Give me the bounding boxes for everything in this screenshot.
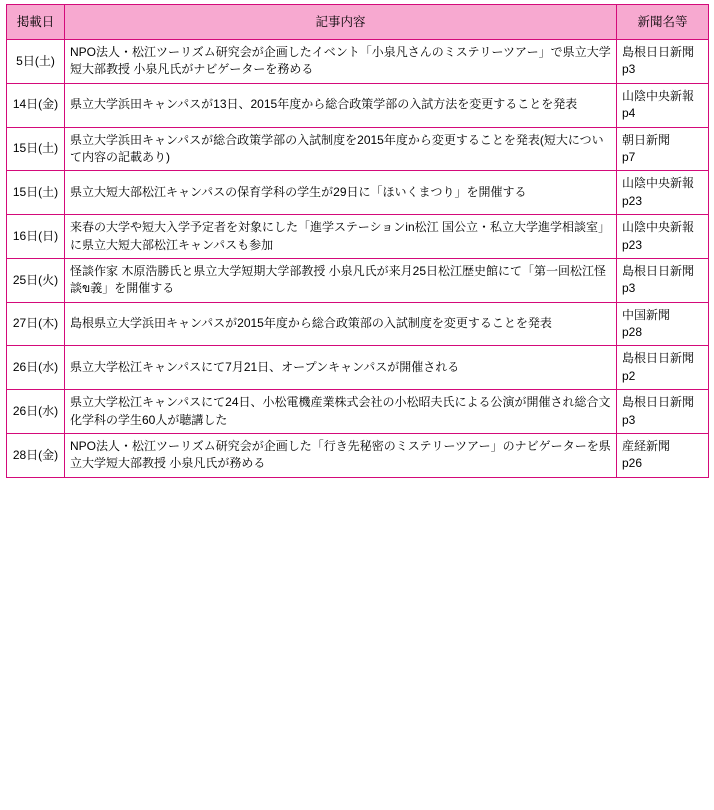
column-header-paper: 新聞名等 <box>617 5 709 40</box>
cell-date: 27日(木) <box>7 302 65 346</box>
paper-page: p23 <box>622 193 643 208</box>
cell-paper <box>617 83 709 127</box>
table-row <box>7 215 709 259</box>
cell-paper <box>617 302 709 346</box>
table-header <box>7 5 709 40</box>
article-table <box>6 4 709 478</box>
paper-name: 中国新聞 <box>622 307 671 322</box>
table-row <box>7 40 709 84</box>
cell-date: 25日(火) <box>7 258 65 302</box>
paper-page: p7 <box>622 149 636 164</box>
cell-content: 県立大学浜田キャンパスが13日、2015年度から総合政策学部の入試方法を変更することを発表 <box>65 83 617 127</box>
table-row <box>7 171 709 215</box>
cell-paper <box>617 258 709 302</box>
cell-paper <box>617 171 709 215</box>
cell-paper <box>617 346 709 390</box>
cell-paper <box>617 390 709 434</box>
cell-paper <box>617 434 709 478</box>
paper-page: p28 <box>622 325 643 340</box>
paper-page: p2 <box>622 368 636 383</box>
cell-paper <box>617 215 709 259</box>
table-row <box>7 127 709 171</box>
table-row <box>7 346 709 390</box>
table-row <box>7 83 709 127</box>
cell-content: NPO法人・松江ツーリズム研究会が企画した「行き先秘密のミステリーツアー」のナビゲーターを県立大学短大部教授 小泉凡氏が務める <box>65 434 617 478</box>
paper-page: p23 <box>622 237 643 252</box>
table-row <box>7 258 709 302</box>
paper-name: 島根日日新聞 <box>622 395 695 410</box>
paper-name: 山陰中央新報 <box>622 220 695 235</box>
paper-name: 山陰中央新報 <box>622 88 695 103</box>
column-header-content: 記事内容 <box>65 5 617 40</box>
table-row <box>7 390 709 434</box>
cell-content: 県立大短大部松江キャンパスの保育学科の学生が29日に「ほいくまつり」を開催する <box>65 171 617 215</box>
cell-date: 5日(土) <box>7 40 65 84</box>
cell-content: 県立大学松江キャンパスにて7月21日、オープンキャンパスが開催される <box>65 346 617 390</box>
paper-name: 島根日日新聞 <box>622 351 695 366</box>
paper-page: p3 <box>622 281 636 296</box>
paper-page: p3 <box>622 412 636 427</box>
cell-content: 来春の大学や短大入学予定者を対象にした「進学ステーションin松江 国公立・私立大学進学相談室」に県立大短大部松江キャンパスも参加 <box>65 215 617 259</box>
cell-content: 怪談作家 木原浩勝氏と県立大学短期大学部教授 小泉凡氏が来月25日松江歴史館にて「第一回松江怪談ข義」を開催する <box>65 258 617 302</box>
cell-date: 28日(金) <box>7 434 65 478</box>
table-body <box>7 40 709 478</box>
cell-date: 15日(土) <box>7 171 65 215</box>
paper-name: 山陰中央新報 <box>622 176 695 191</box>
cell-date: 16日(日) <box>7 215 65 259</box>
table-row <box>7 434 709 478</box>
cell-paper <box>617 40 709 84</box>
paper-name: 朝日新聞 <box>622 132 671 147</box>
cell-content: 島根県立大学浜田キャンパスが2015年度から総合政策部の入試制度を変更することを発表 <box>65 302 617 346</box>
paper-page: p3 <box>622 62 636 77</box>
cell-content: NPO法人・松江ツーリズム研究会が企画したイベント「小泉凡さんのミステリーツアー」で県立大学短大部教授 小泉凡氏がナビゲーターを務める <box>65 40 617 84</box>
paper-page: p26 <box>622 456 643 471</box>
table-header-row <box>7 5 709 40</box>
cell-paper <box>617 127 709 171</box>
cell-date: 26日(水) <box>7 390 65 434</box>
cell-date: 14日(金) <box>7 83 65 127</box>
paper-name: 産経新聞 <box>622 439 671 454</box>
cell-content: 県立大学浜田キャンパスが総合政策学部の入試制度を2015年度から変更することを発表(短大について内容の記載あり) <box>65 127 617 171</box>
column-header-date: 掲載日 <box>7 5 65 40</box>
cell-content: 県立大学松江キャンパスにて24日、小松電機産業株式会社の小松昭夫氏による公演が開催され総合文化学科の学生60人が聴講した <box>65 390 617 434</box>
paper-name: 島根日日新聞 <box>622 263 695 278</box>
cell-date: 15日(土) <box>7 127 65 171</box>
cell-date: 26日(水) <box>7 346 65 390</box>
paper-name: 島根日日新聞 <box>622 45 695 59</box>
paper-page: p4 <box>622 106 636 121</box>
table-row <box>7 302 709 346</box>
